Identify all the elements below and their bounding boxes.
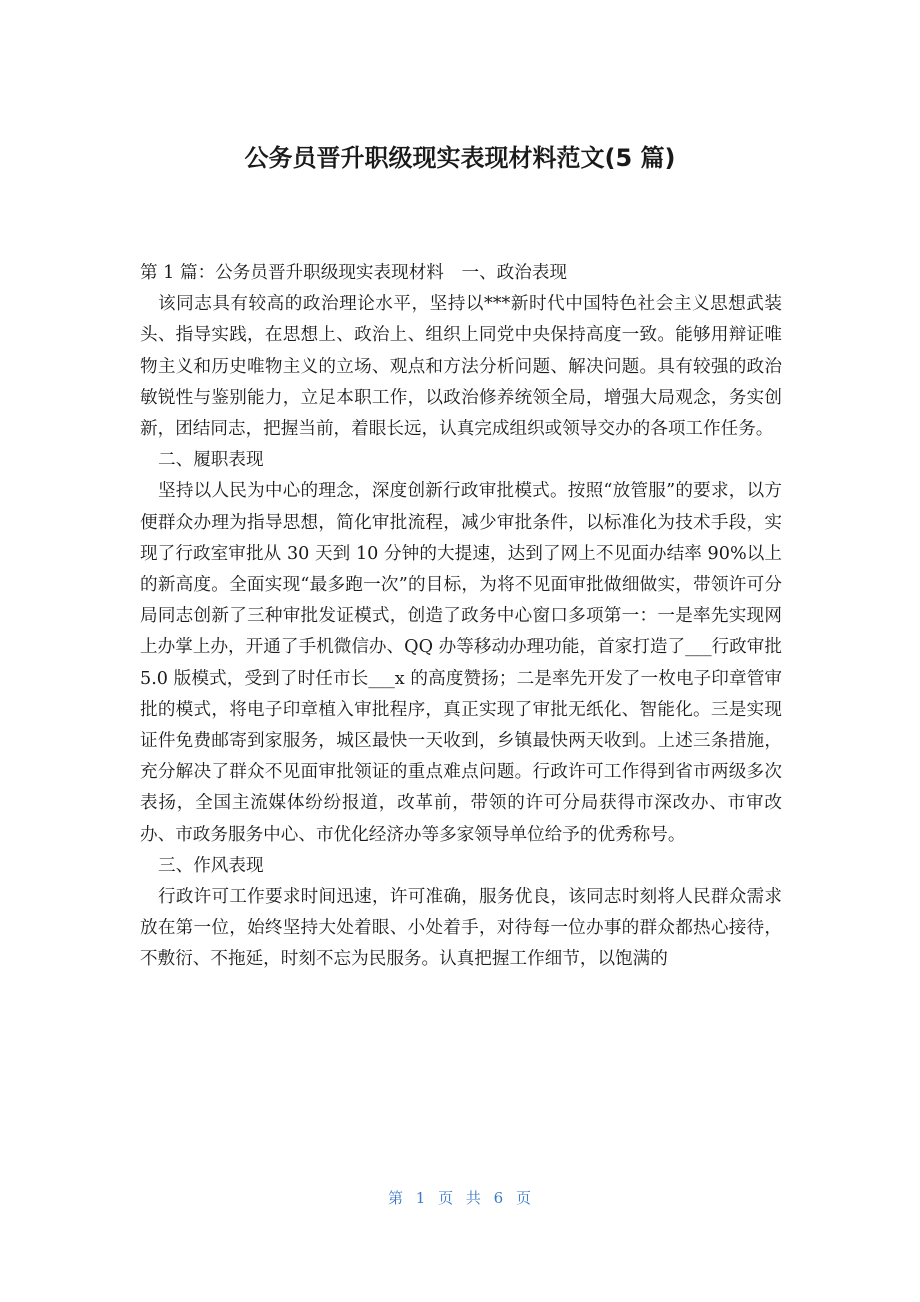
page-footer: 第 1 页 共 6 页	[388, 1189, 532, 1207]
paragraph-duty: 坚持以人民为中心的理念，深度创新行政审批模式。按照“放管服”的要求，以方便群众办理为指导思想，简化审批流程，减少审批条件，以标准化为技术手段，实现了行政室审批从 30 天到 10 分钟的大提速，达到了网上不见面办结率 90%以上的新高度。全面实现“最多跑一次”的目标，为将不见面审批做细做实，带领许可分局同志创新了三种审批发证模式，创造了政务中心窗口多项第一：一是率先实现网上办掌上办，开通了手机微信办、QQ 办等移动办理功能，首家打造了___行政审批 5.0 版模式，受到了时任市长___x 的高度赞扬；二是率先开发了一枚电子印章管审批的模式，将电子印章植入审批程序，真正实现了审批无纸化、智能化。三是实现证件免费邮寄到家服务，城区最快一天收到，乡镇最快两天收到。上述三条措施，充分解决了群众不见面审批领证的重点难点问题。行政许可工作得到省市两级多次表扬，全国主流媒体纷纷报道，改革前，带领的许可分局获得市深改办、市审改办、市政务服务中心、市优化经济办等多家领导单位给予的优秀称号。	[140, 481, 782, 845]
document-title: 公务员晋升职级现实表现材料范文(5 篇)	[244, 144, 676, 172]
paragraph-style: 行政许可工作要求时间迅速，许可准确，服务优良，该同志时刻将人民群众需求放在第一位，始终坚持大处着眼、小处着手，对待每一位办事的群众都热心接待，不敷衍、不拖延，时刻不忘为民服务。认真把握工作细节，以饱满的	[140, 887, 782, 970]
section-heading-style: 三、作风表现	[158, 855, 264, 876]
paragraph-political: 该同志具有较高的政治理论水平，坚持以***新时代中国特色社会主义思想武装头、指导实践，在思想上、政治上、组织上同党中央保持高度一致。能够用辩证唯物主义和历史唯物主义的立场、观点和方法分析问题、解决问题。具有较强的政治敏锐性与鉴别能力，立足本职工作，以政治修养统领全局，增强大局观念，务实创新，团结同志，把握当前，着眼长远，认真完成组织或领导交办的各项工作任务。	[140, 294, 782, 440]
paragraph-article-heading: 第 1 篇：公务员晋升职级现实表现材料 一、政治表现	[140, 263, 568, 283]
document-body	[140, 258, 782, 976]
section-heading-duty: 二、履职表现	[158, 450, 264, 471]
